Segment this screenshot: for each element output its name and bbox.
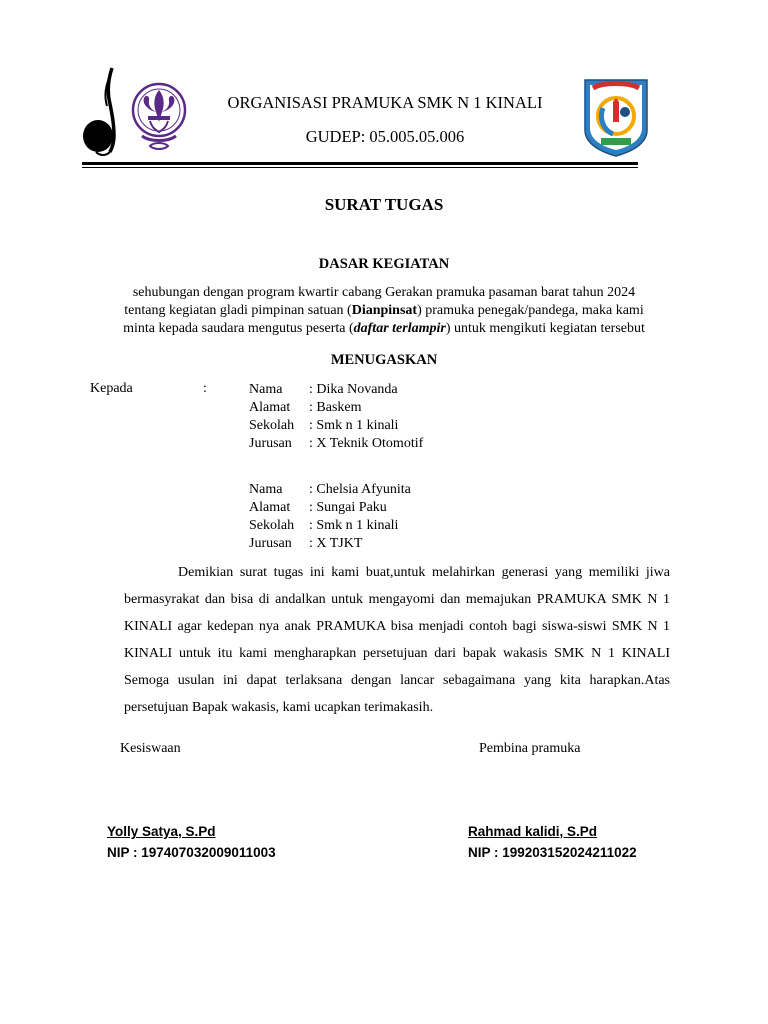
- gudep-number: GUDEP: 05.005.05.006: [305, 127, 465, 146]
- participant-row: [249, 417, 423, 435]
- jurusan-label: Jurusan: [249, 536, 292, 551]
- participant-row: [249, 535, 411, 553]
- participant-row: [249, 517, 411, 535]
- nama-value: : Dika Novanda: [309, 382, 398, 397]
- participant-row: [249, 399, 423, 417]
- signature-kesiswaan: [120, 741, 181, 757]
- intro-line-2-post: ) pramuka penegak/pandega, maka kami: [417, 303, 644, 318]
- sekolah-label: Sekolah: [249, 518, 295, 533]
- document-title: SURAT TUGAS: [324, 195, 444, 214]
- sekolah-label: Sekolah: [249, 418, 295, 433]
- closing-text: Demikian surat tugas ini kami buat,untuk melahirkan generasi yang memiliki jiwa bermasyrakat dan bisa di andalkan untuk mengayomi dan memajukan PRAMUKA SMK N 1 KINALI agar kedepan nya anak PRAMUKA bisa menjadi contoh bagi siswa-siswi SMK N 1 KINALI untuk itu kami mengharapkan persetujuan dari bapak wakasis SMK N 1 KINALI Semoga usulan ini dapat terlaksana dengan lancar sebagaimana yang kita harapkan.Atas persetujuan Bapak wakasis, kami ucapkan terimakasih.: [124, 565, 670, 715]
- signer-nip-right: NIP : 199203152024211022: [468, 845, 637, 860]
- signature-role: Pembina pramuka: [479, 741, 581, 756]
- signer-name-right: Rahmad kalidi, S.Pd: [468, 824, 598, 839]
- dasar-kegiatan-text: [100, 284, 668, 338]
- participant-2: [249, 481, 411, 553]
- intro-line-3: [100, 320, 668, 338]
- participant-row: [249, 481, 411, 499]
- school-shield-icon: [583, 78, 649, 158]
- alamat-label: Alamat: [249, 400, 291, 415]
- signer-name-left: Yolly Satya, S.Pd: [107, 824, 216, 839]
- nama-value: : Chelsia Afyunita: [309, 482, 411, 497]
- nama-label: Nama: [249, 482, 283, 497]
- closing-paragraph: [124, 559, 670, 721]
- dasar-kegiatan-heading: DASAR KEGIATAN: [318, 256, 450, 272]
- signature-pembina: [479, 741, 580, 757]
- daftar-terlampir-term: daftar terlampir: [353, 321, 446, 336]
- scout-logos: [80, 66, 190, 158]
- alamat-label: Alamat: [249, 500, 291, 515]
- dianpinsat-term: Dianpinsat: [351, 303, 418, 318]
- jurusan-value: : X TJKT: [309, 536, 363, 551]
- intro-line-3-post: ) untuk mengikuti kegiatan tersebut: [445, 321, 645, 336]
- header-divider-thick: [82, 162, 638, 165]
- kepada-label: Kepada: [90, 381, 133, 396]
- header-divider-thin: [82, 167, 638, 168]
- sekolah-value: : Smk n 1 kinali: [309, 418, 399, 433]
- alamat-value: : Baskem: [309, 400, 362, 415]
- nama-label: Nama: [249, 382, 283, 397]
- jurusan-label: Jurusan: [249, 436, 292, 451]
- intro-line-2-pre: tentang kegiatan gladi pimpinan satuan (: [124, 303, 352, 318]
- organization-name: ORGANISASI PRAMUKA SMK N 1 KINALI: [227, 93, 543, 112]
- signature-role: Kesiswaan: [120, 741, 181, 756]
- signer-nip-left: NIP : 197407032009011003: [107, 845, 276, 860]
- alamat-value: : Sungai Paku: [309, 500, 387, 515]
- participant-row: [249, 435, 423, 453]
- fleur-de-lis-icon: [133, 84, 185, 149]
- participant-1: [249, 381, 423, 453]
- intro-line-1: sehubungan dengan program kwartir cabang Gerakan pramuka pasaman barat tahun 2024: [132, 285, 636, 300]
- kepada-colon: :: [203, 381, 207, 396]
- school-logo: [583, 78, 649, 158]
- participant-row: [249, 381, 423, 399]
- menugaskan-heading: MENUGASKAN: [330, 352, 438, 368]
- sekolah-value: : Smk n 1 kinali: [309, 518, 399, 533]
- intro-line-2: [100, 302, 668, 320]
- tunas-kelapa-icon: [80, 66, 190, 158]
- intro-line-3-pre: minta kepada saudara mengutus peserta (: [123, 321, 354, 336]
- jurusan-value: : X Teknik Otomotif: [309, 436, 424, 451]
- participant-row: [249, 499, 411, 517]
